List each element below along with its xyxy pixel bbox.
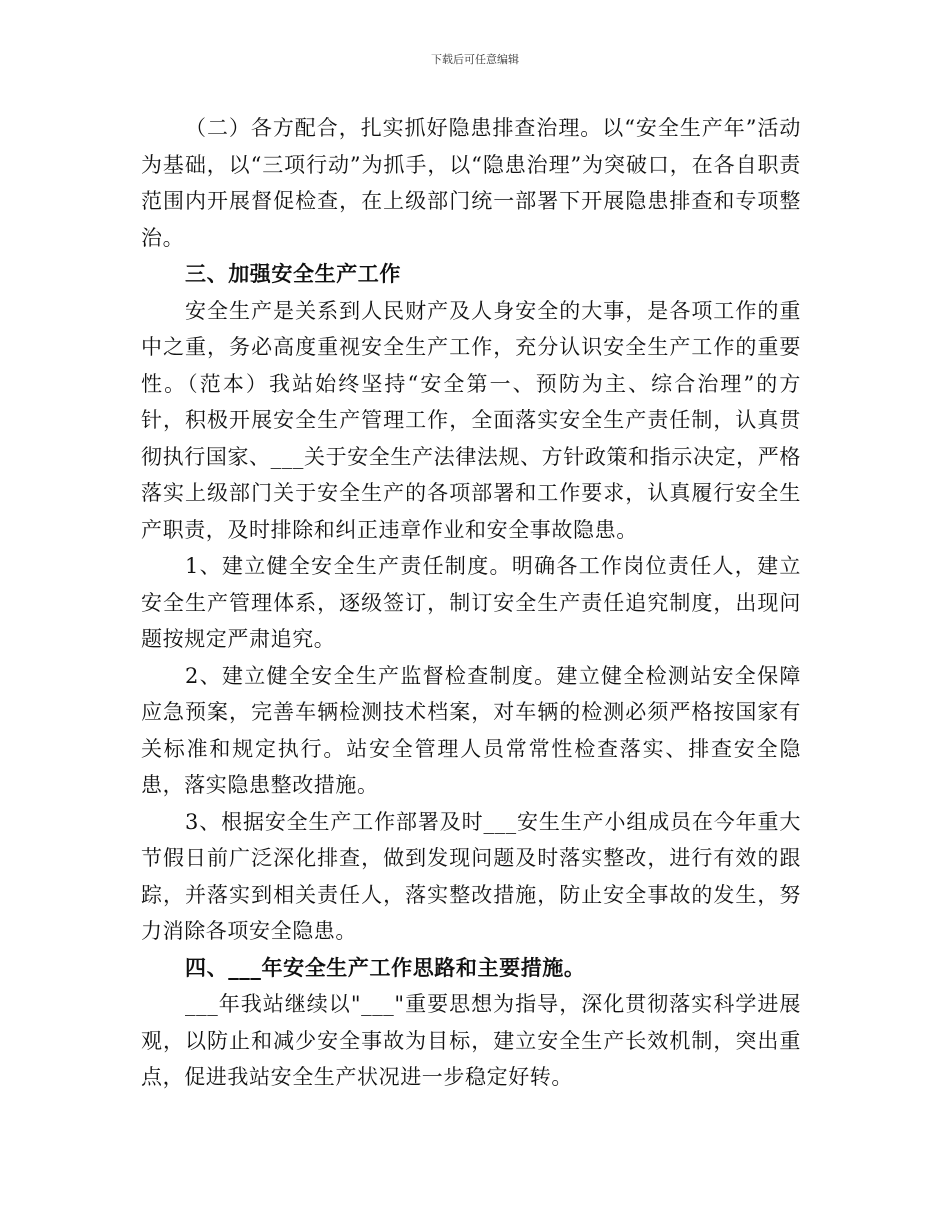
- heading-section-4: 四、___年安全生产工作思路和主要措施。: [185, 954, 586, 980]
- list-item-2: 2、建立健全安全生产监督检查制度。建立健全检测站安全保障应急预案，完善车辆检测技术档案，对车辆的检测必须严格按国家有关标准和规定执行。站安全管理人员常常性检查落实、排查安全隐患，落实隐患整改措施。: [141, 663, 801, 797]
- paragraph-section-4: ___年我站继续以"___"重要思想为指导，深化贯彻落实科学进展观，以防止和减少安全事故为目标，建立安全生产长效机制，突出重点，促进我站安全生产状况进一步稳定好转。: [141, 992, 801, 1089]
- paragraph-section-3: 安全生产是关系到人民财产及人身安全的大事，是各项工作的重中之重，务必高度重视安全生产工作，充分认识安全生产工作的重要性。（范本）我站始终坚持“安全第一、预防为主、综合治理”的方针，积极开展安全生产管理工作，全面落实安全生产责任制，认真贯彻执行国家、___关于安全生产法律法规、方针政策和指示决定，严格落实上级部门关于安全生产的各项部署和工作要求，认真履行安全生产职责，及时排除和纠正违章作业和安全事故隐患。: [141, 298, 801, 542]
- document-body: [141, 110, 801, 1096]
- page-header: 下载后可任意编辑: [431, 53, 519, 66]
- paragraph-section-2: （二）各方配合，扎实抓好隐患排查治理。以“安全生产年”活动为基础，以“三项行动”为抓手，以“隐患治理”为突破口，在各自职责范围内开展督促检查，在上级部门统一部署下开展隐患排查和专项整治。: [141, 116, 801, 250]
- list-item-1: 1、建立健全安全生产责任制度。明确各工作岗位责任人，建立安全生产管理体系，逐级签订，制订安全生产责任追究制度，出现问题按规定严肃追究。: [141, 554, 801, 651]
- heading-section-3: 三、加强安全生产工作: [185, 261, 401, 286]
- list-item-3: 3、根据安全生产工作部署及时___安生生产小组成员在今年重大节假日前广泛深化排查，做到发现问题及时落实整改，进行有效的跟踪，并落实到相关责任人，落实整改措施，防止安全事故的发生，努力消除各项安全隐患。: [141, 809, 801, 943]
